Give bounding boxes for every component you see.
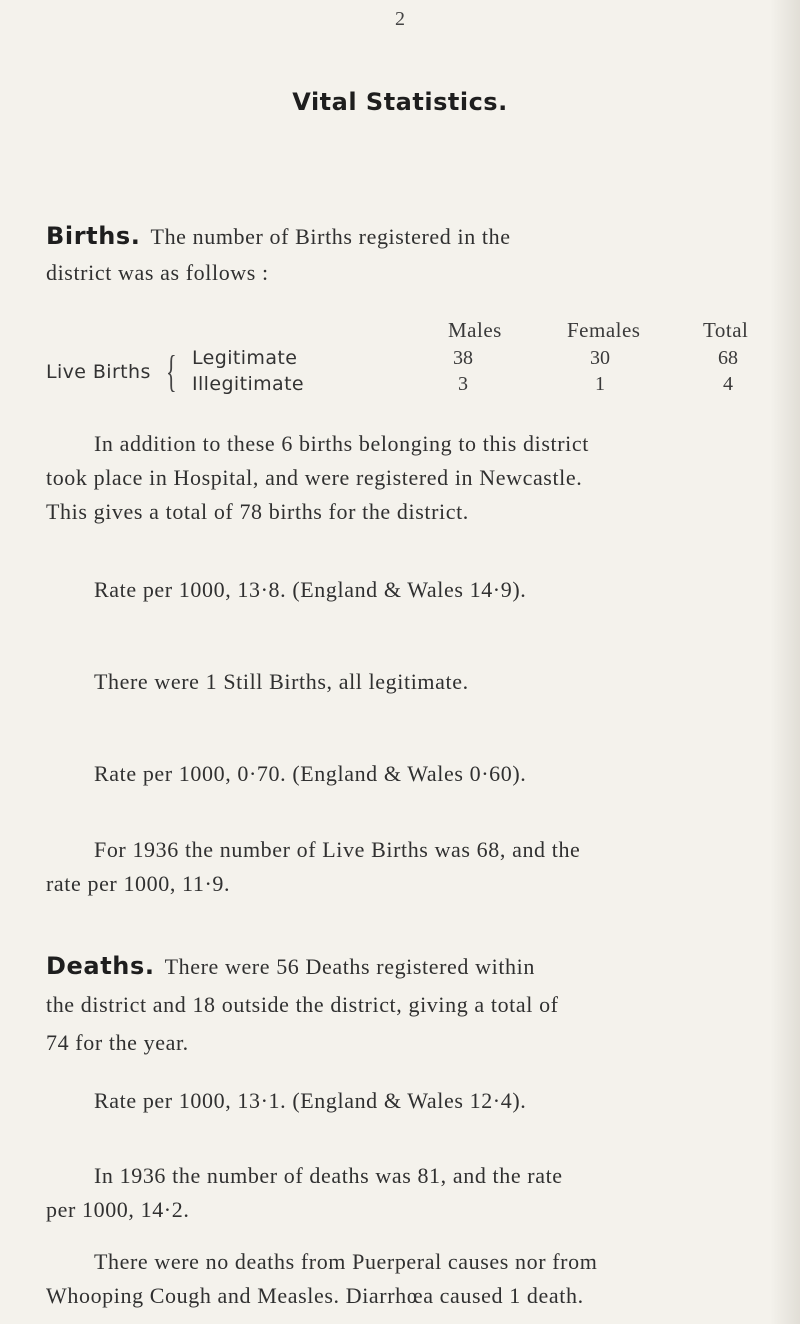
puerperal-line1: There were no deaths from Puerperal causes nor from: [94, 1249, 598, 1274]
page-number: 2: [395, 8, 405, 30]
deaths-1936-paragraph: [46, 1159, 766, 1227]
deaths-line1: There were 56 Deaths registered within: [164, 954, 535, 979]
deaths-line3: 74 for the year.: [46, 1030, 189, 1055]
addition-line3: This gives a total of 78 births for the district.: [46, 499, 469, 524]
births-rate-line: Rate per 1000, 13·8. (England & Wales 14·9).: [94, 577, 527, 602]
births-intro: [46, 218, 766, 291]
births-heading: Births.: [46, 222, 141, 250]
cell-illegitimate-females: 1: [595, 373, 605, 395]
births-intro-line1: The number of Births registered in the: [150, 224, 511, 249]
puerperal-line2: Whooping Cough and Measles. Diarrhœa caused 1 death.: [46, 1283, 584, 1308]
cell-legitimate-total: 68: [718, 347, 738, 369]
row-label-illegitimate: Illegitimate: [192, 373, 305, 395]
deaths-rate-line: Rate per 1000, 13·1. (England & Wales 12·4).: [94, 1088, 527, 1113]
live-births-label: Live Births: [46, 361, 151, 383]
births-1936-paragraph: [46, 833, 766, 901]
deaths-1936-line2: per 1000, 14·2.: [46, 1197, 190, 1222]
deaths-line2: the district and 18 outside the district, giving a total of: [46, 992, 559, 1017]
deaths-heading: Deaths.: [46, 952, 155, 980]
cell-illegitimate-males: 3: [458, 373, 468, 395]
puerperal-paragraph: [46, 1245, 766, 1313]
column-header-males: Males: [448, 318, 502, 342]
deaths-1936-line1: In 1936 the number of deaths was 81, and the rate: [94, 1163, 563, 1188]
cell-legitimate-females: 30: [590, 347, 610, 369]
births-1936-line1: For 1936 the number of Live Births was 68, and the: [94, 837, 581, 862]
brace-symbol: {: [166, 347, 177, 396]
column-header-total: Total: [703, 318, 749, 342]
births-intro-line2: district was as follows :: [46, 260, 269, 285]
deaths-paragraph: [46, 947, 766, 1062]
column-header-females: Females: [567, 318, 641, 342]
births-1936-line2: rate per 1000, 11·9.: [46, 871, 231, 896]
addition-line2: took place in Hospital, and were registered in Newcastle.: [46, 465, 583, 490]
cell-legitimate-males: 38: [453, 347, 473, 369]
births-addition-paragraph: [46, 427, 766, 529]
still-births-line: There were 1 Still Births, all legitimate.: [94, 669, 469, 694]
page-title: Vital Statistics.: [292, 88, 508, 116]
addition-line1: In addition to these 6 births belonging to this district: [94, 431, 589, 456]
still-births-rate-line: Rate per 1000, 0·70. (England & Wales 0·60).: [94, 761, 527, 786]
cell-illegitimate-total: 4: [723, 373, 733, 395]
row-label-legitimate: Legitimate: [192, 347, 298, 369]
